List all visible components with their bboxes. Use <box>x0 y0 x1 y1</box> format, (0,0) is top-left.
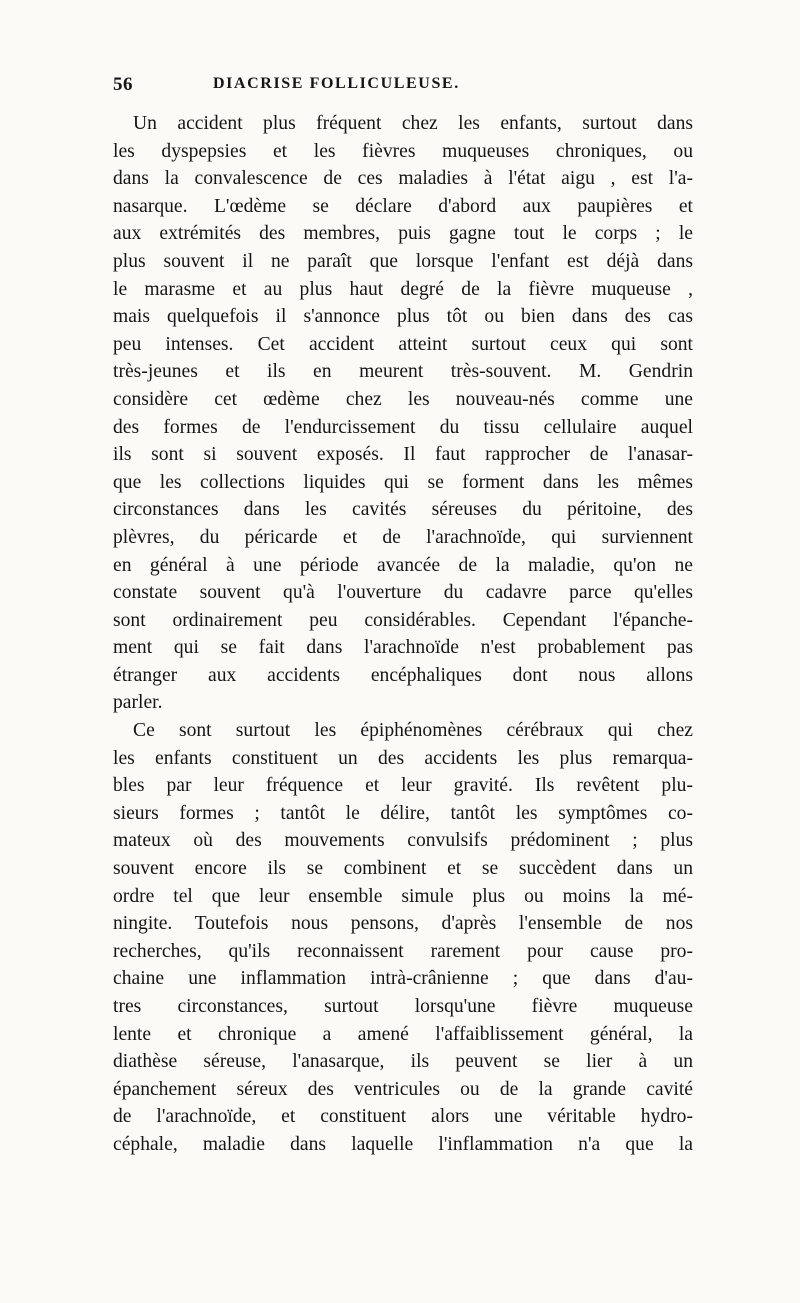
text-line: des formes de l'endurcissement du tissu cellulaire auquel <box>113 416 693 438</box>
text-line: parler. <box>113 692 163 714</box>
text-line: sont ordinairement peu considérables. Cependant l'épanche- <box>113 609 693 631</box>
text-line: ningite. Toutefois nous pensons, d'après l'ensemble de nos <box>113 913 693 935</box>
text-line: recherches, qu'ils reconnaissent rarement pour cause pro- <box>113 940 693 962</box>
page-header <box>113 74 693 100</box>
text-line: tres circonstances, surtout lorsqu'une fièvre muqueuse <box>113 996 693 1017</box>
text-line: considère cet œdème chez les nouveau-nés comme une <box>113 388 693 410</box>
text-line: étranger aux accidents encéphaliques dont nous allons <box>113 664 693 686</box>
text-line: Ce sont surtout les épiphénomènes cérébraux qui chez <box>133 720 693 742</box>
text-line: ment qui se fait dans l'arachnoïde n'est probablement pas <box>113 637 693 659</box>
running-title: DIACRISE FOLLICULEUSE. <box>213 75 460 92</box>
text-line: aux extrémités des membres, puis gagne tout le corps ; le <box>113 223 693 245</box>
text-line: mais quelquefois il s'annonce plus tôt ou bien dans des cas <box>113 306 693 328</box>
text-line: les dyspepsies et les fièvres muqueuses chroniques, ou <box>113 140 693 162</box>
text-line: céphale, maladie dans laquelle l'inflammation n'a que la <box>113 1133 693 1155</box>
text-line: le marasme et au plus haut degré de la fièvre muqueuse , <box>113 278 693 300</box>
text-line: peu intenses. Cet accident atteint surtout ceux qui sont <box>113 333 693 355</box>
text-line: très-jeunes et ils en meurent très-souvent. M. Gendrin <box>113 361 693 383</box>
text-line: épanchement séreux des ventricules ou de la grande cavité <box>113 1078 693 1100</box>
text-line: ils sont si souvent exposés. Il faut rapprocher de l'anasar- <box>113 444 693 466</box>
text-line: plèvres, du péricarde et de l'arachnoïde, qui surviennent <box>113 526 693 548</box>
body-text <box>113 110 693 1159</box>
text-line: de l'arachnoïde, et constituent alors une véritable hydro- <box>113 1106 693 1128</box>
page-number: 56 <box>113 74 133 95</box>
text-line: nasarque. L'œdème se déclare d'abord aux paupières et <box>113 195 693 217</box>
text-line: sieurs formes ; tantôt le délire, tantôt les symptômes co- <box>113 802 693 824</box>
text-line: que les collections liquides qui se forment dans les mêmes <box>113 471 693 493</box>
text-line: Un accident plus fréquent chez les enfants, surtout dans <box>133 113 693 134</box>
text-line: dans la convalescence de ces maladies à l'état aigu , est l'a- <box>113 168 693 190</box>
text-line: mateux où des mouvements convulsifs prédominent ; plus <box>113 830 693 852</box>
text-line: plus souvent il ne paraît que lorsque l'enfant est déjà dans <box>113 250 693 272</box>
text-line: circonstances dans les cavités séreuses du péritoine, des <box>113 499 693 521</box>
text-line: bles par leur fréquence et leur gravité. Ils revêtent plu- <box>113 775 693 797</box>
text-line: lente et chronique a amené l'affaiblissement général, la <box>113 1023 693 1045</box>
text-line: souvent encore ils se combinent et se succèdent dans un <box>113 858 693 880</box>
text-line: les enfants constituent un des accidents les plus remarqua- <box>113 747 693 769</box>
text-line: constate souvent qu'à l'ouverture du cadavre parce qu'elles <box>113 582 693 604</box>
text-line: diathèse séreuse, l'anasarque, ils peuvent se lier à un <box>113 1051 693 1073</box>
text-line: en général à une période avancée de la maladie, qu'on ne <box>113 554 693 576</box>
text-line: ordre tel que leur ensemble simule plus ou moins la mé- <box>113 885 693 907</box>
text-line: chaine une inflammation intrà-crânienne ; que dans d'au- <box>113 968 693 990</box>
